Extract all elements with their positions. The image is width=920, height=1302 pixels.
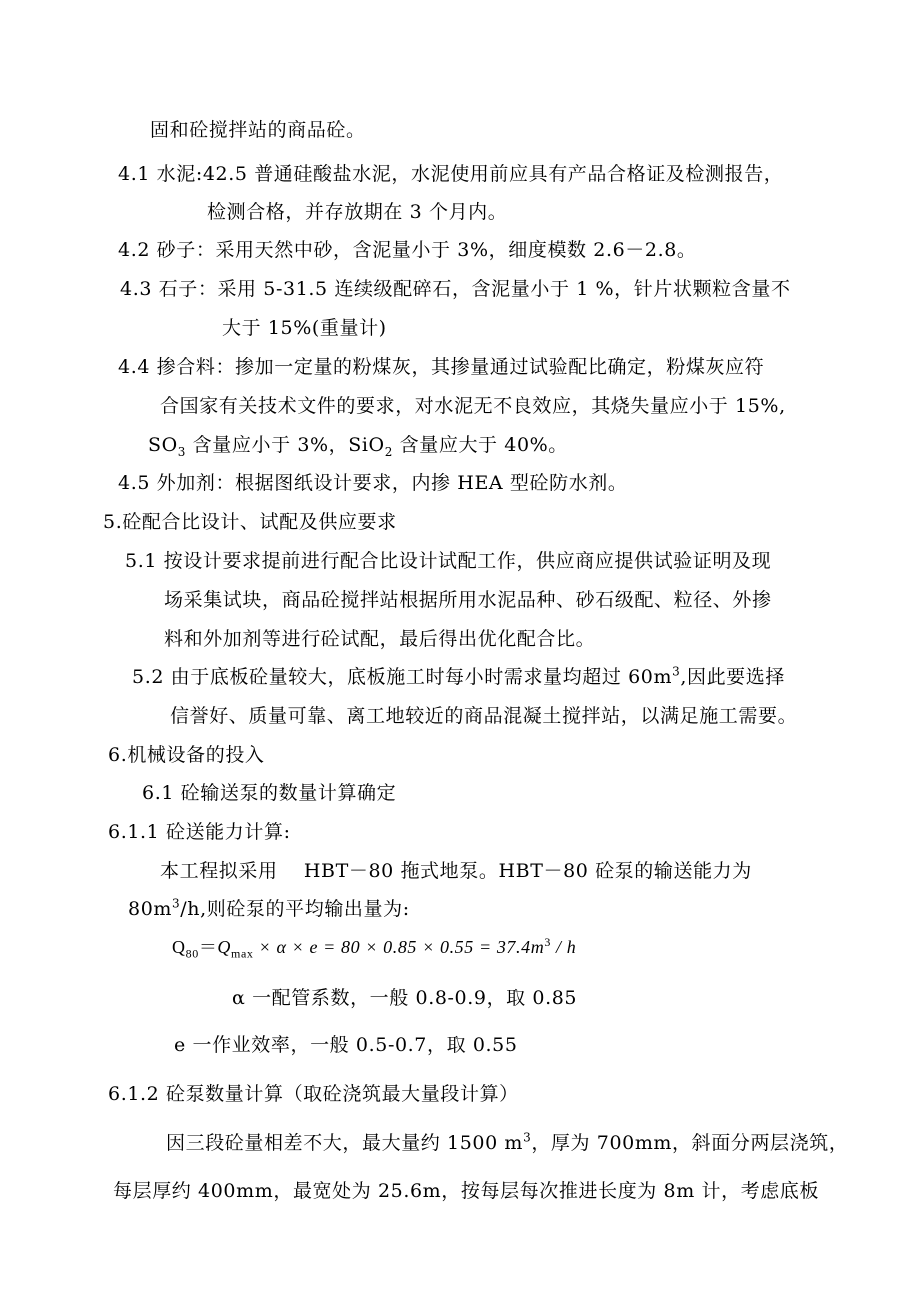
text-fragment: 含量应小于 3%，SiO [186,434,385,456]
formula-unit: / h [550,937,577,957]
text-line [166,1130,848,1156]
text-line: 4.5 外加剂：根据图纸设计要求，内掺 HEA 型砼防水剂。 [118,472,628,494]
text-fragment: ，厚为 700mm，斜面分两层浇筑， [531,1132,849,1154]
text-line: 信誉好、质量可靠、离工地较近的商品混凝土搅拌站，以满足施工需要。 [170,705,798,727]
superscript: 3 [523,1130,532,1145]
text-line: α 一配管系数，一般 0.8-0.9，取 0.85 [232,987,578,1009]
text-line: 4.4 掺合料：掺加一定量的粉煤灰，其掺量通过试验配比确定，粉煤灰应符 [118,356,765,378]
subsection-heading: 6.1.1 砼送能力计算: [108,821,291,843]
text-line: 4.3 石子：采用 5-31.5 连续级配碎石，含泥量小于 1 %，针片状颗粒含量不 [120,278,791,300]
text-line: 检测合格，并存放期在 3 个月内。 [207,201,508,223]
formula-body: × α × e = 80 × 0.85 × 0.55 = 37.4 [253,937,531,957]
subsection-heading: 6.1 砼输送泵的数量计算确定 [142,782,397,804]
formula-q: Q [217,937,232,957]
text-line: 场采集试块，商品砼搅拌站根据所用水泥品种、砂石级配、粒径、外掺 [164,589,772,611]
subscript: 2 [384,444,393,459]
so3-label: SO [148,434,178,456]
text-fragment: 80m [128,898,172,920]
formula [172,934,576,960]
text-fragment: 因三段砼量相差不大，最大量约 1500 m [166,1132,524,1154]
text-line: 合国家有关技术文件的要求，对水泥无不良效应，其烧失量应小于 15%, [160,395,786,417]
superscript: 3 [672,664,681,679]
text-fragment: 含量应大于 40%。 [393,434,568,456]
text-line: 本工程拟采用 HBT－80 拖式地泵。HBT－80 砼泵的输送能力为 [160,860,752,882]
superscript: 3 [544,935,551,949]
text-line [128,896,410,922]
text-line: 5.1 按设计要求提前进行配合比设计试配工作，供应商应提供试验证明及现 [125,550,772,572]
text-line: 料和外加剂等进行砼试配，最后得出优化配合比。 [164,628,596,650]
subscript: max [231,946,254,961]
text-fragment: ,因此要选择 [680,666,785,688]
text-line: 每层厚约 400mm，最宽处为 25.6m，按每层每次推进长度为 8m 计，考虑底板 [113,1180,820,1202]
section-heading: 5.砼配合比设计、试配及供应要求 [103,511,397,533]
text-line: 大于 15%(重量计) [222,317,387,339]
subscript: 80 [185,946,199,961]
subsection-heading: 6.1.2 砼泵数量计算（取砼浇筑最大量段计算） [108,1083,519,1105]
formula-unit-m: m [530,937,545,957]
text-fragment: 5.2 由于底板砼量较大，底板施工时每小时需求量均超过 60m [132,666,673,688]
text-line [148,432,568,458]
text-line [132,664,785,690]
text-line: 4.1 水泥:42.5 普通硅酸盐水泥，水泥使用前应具有产品合格证及检测报告， [118,163,784,185]
text-line: 固和砼搅拌站的商品砼。 [150,119,366,141]
subscript: 3 [177,444,187,459]
formula-equals: ＝ [198,937,218,957]
text-line: e 一作业效率，一般 0.5-0.7，取 0.55 [174,1034,518,1056]
section-heading: 6.机械设备的投入 [108,744,265,766]
superscript: 3 [172,896,181,911]
text-line: 4.2 砂子：采用天然中砂，含泥量小于 3%，细度模数 2.6－2.8。 [118,239,697,261]
formula-lhs: Q [172,937,186,957]
text-fragment: /h,则砼泵的平均输出量为: [180,898,410,920]
